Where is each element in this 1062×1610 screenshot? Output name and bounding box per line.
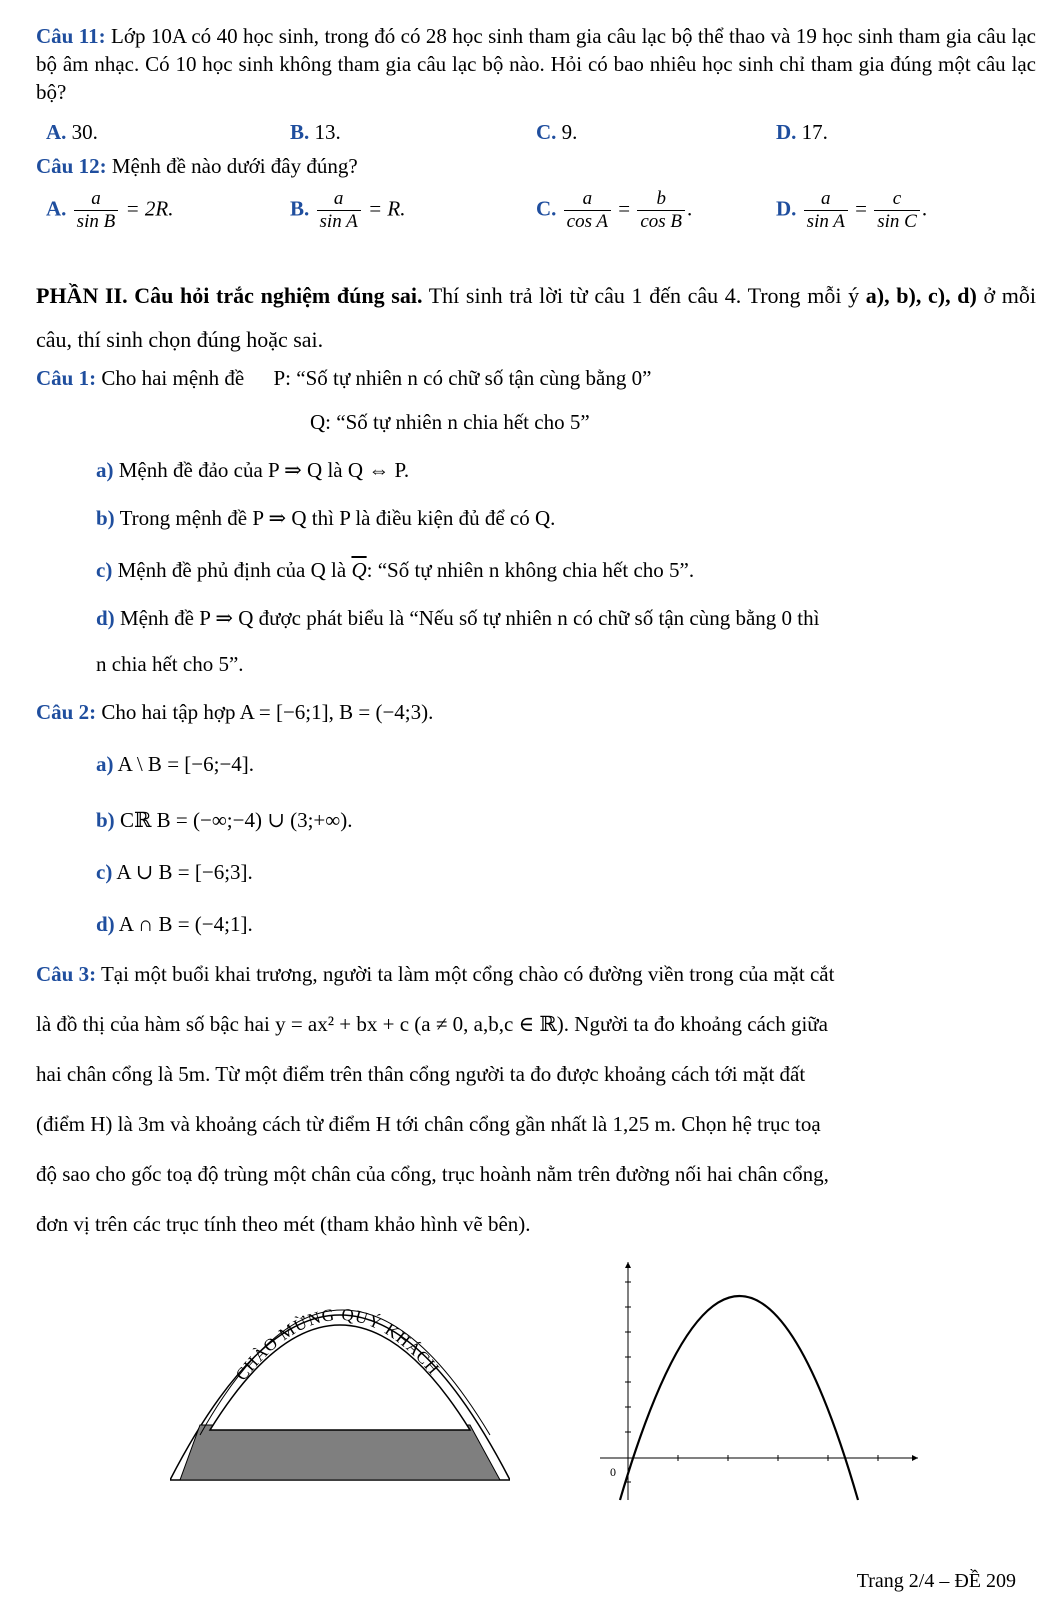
- gate-illustration: [170, 1260, 510, 1500]
- c2-item-d[interactable]: d) A ∩ B = (−4;1].: [96, 912, 253, 936]
- parabola-graph: [580, 1262, 920, 1502]
- fraction: $\frac{c}{\text{sin C}}$: [874, 188, 920, 233]
- c2-header: Câu 2: Cho hai tập hợp A = [−6;1], B = (−4;3).: [36, 700, 434, 724]
- c2-item-a[interactable]: a) A \ B = [−6;−4].: [96, 752, 255, 776]
- q-bar: $\overline{Q}$: [351, 558, 367, 582]
- part-2-instructions: PHẦN II. Câu hỏi trắc nghiệm đúng sai. Thí sinh trả lời từ câu 1 đến câu 4. Trong mỗi ý a), b), c), d) ở mỗi câu, thí sinh chọn đúng hoặc sai.: [36, 283, 1036, 352]
- c2-item-c[interactable]: c) A ∪ B = [−6;3].: [96, 860, 253, 884]
- c3-line-2: hai chân cổng là 5m. Từ một điểm trên thân cổng người ta đo được khoảng cách tới mặt đất: [36, 1062, 806, 1086]
- c3-line-3: (điểm H) là 3m và khoảng cách từ điểm H tới chân cổng gần nhất là 1,25 m. Chọn hệ trục toạ: [36, 1112, 821, 1136]
- fraction: $\frac{a}{\text{cos A}}$: [564, 188, 611, 233]
- parabola-curve: [620, 1296, 858, 1500]
- origin-label: 0: [610, 1465, 616, 1479]
- option-c[interactable]: C. $\frac{a}{\text{cos A}}$ = $\frac{b}{\text{cos B}}$ .: [536, 188, 693, 232]
- c2-item-b[interactable]: b) Cℝ B = (−∞;−4) ∪ (3;+∞).: [96, 808, 353, 832]
- c3-label: Câu 3:: [36, 962, 97, 986]
- page-footer: Trang 2/4 – ĐỀ 209: [856, 1570, 1016, 1592]
- c1-item-b[interactable]: b) Trong mệnh đề P ⇒ Q thì P là điều kiện đủ để có Q.: [96, 506, 556, 530]
- c1-item-c[interactable]: c) Mệnh đề phủ định của Q là $\overline{Q}$: “Số tự nhiên n không chia hết cho 5”.: [96, 558, 695, 582]
- c3-line-1: là đồ thị của hàm số bậc hai y = ax² + bx + c (a ≠ 0, a,b,c ∈ ℝ). Người ta đo khoảng cách giữa: [36, 1012, 828, 1036]
- fraction: $\frac{a}{\text{sin B}}$: [74, 188, 119, 233]
- option-a[interactable]: A. $\frac{a}{\text{sin B}}$ = 2R.: [46, 188, 174, 232]
- option-b[interactable]: B. $\frac{a}{\text{sin A}}$ = R.: [290, 188, 406, 232]
- fraction: $\frac{b}{\text{cos B}}$: [637, 188, 685, 233]
- c1-item-d[interactable]: d) Mệnh đề P ⇒ Q được phát biểu là “Nếu số tự nhiên n có chữ số tận cùng bằng 0 thì: [96, 606, 820, 630]
- option-a[interactable]: A. 30.: [46, 120, 98, 144]
- c1-label: Câu 1:: [36, 366, 97, 390]
- y-axis-arrow: [625, 1262, 631, 1268]
- proposition-q: Q: “Số tự nhiên n chia hết cho 5”: [310, 410, 590, 434]
- gate-welcome-text: CHÀO MỪNG QUÝ KHÁCH: [231, 1304, 444, 1385]
- c3-line-0: Câu 3: Tại một buổi khai trương, người ta làm một cổng chào có đường viền trong của mặt cắt: [36, 962, 835, 986]
- c3-line-5: đơn vị trên các trục tính theo mét (tham khảo hình vẽ bên).: [36, 1212, 531, 1236]
- question-11: [36, 22, 1036, 106]
- question-11-options: [46, 120, 1046, 148]
- question-12-text: Mệnh đề nào dưới đây đúng?: [111, 154, 358, 178]
- c1-header: Câu 1: Cho hai mệnh đề P: “Số tự nhiên n có chữ số tận cùng bằng 0”: [36, 366, 652, 390]
- question-12: [36, 152, 1036, 180]
- x-axis-arrow: [912, 1455, 918, 1461]
- proposition-p: P: “Số tự nhiên n có chữ số tận cùng bằng 0”: [273, 366, 652, 390]
- question-12-options: [46, 188, 1046, 244]
- c3-line-4: độ sao cho gốc toạ độ trùng một chân của cổng, trục hoành nằm trên đường nối hai chân cổng,: [36, 1162, 829, 1186]
- question-12-label: Câu 12:: [36, 154, 107, 178]
- c1-item-d-line2: n chia hết cho 5”.: [96, 652, 244, 676]
- question-11-label: Câu 11:: [36, 24, 106, 48]
- option-d[interactable]: D. $\frac{a}{\text{sin A}}$ = $\frac{c}{\text{sin C}}$ .: [776, 188, 928, 232]
- option-c[interactable]: C. 9.: [536, 120, 578, 144]
- fraction: $\frac{a}{\text{sin A}}$: [317, 188, 361, 233]
- c2-label: Câu 2:: [36, 700, 97, 724]
- option-d[interactable]: D. 17.: [776, 120, 828, 144]
- question-11-text: Lớp 10A có 40 học sinh, trong đó có 28 học sinh tham gia câu lạc bộ thể thao và 19 học sinh tham gia câu lạc bộ âm nhạc. Có 10 học sinh không tham gia câu lạc bộ nào. Hỏi có bao nhiêu học sinh chỉ tham gia đúng một câu lạc bộ?: [36, 24, 1036, 104]
- fraction: $\frac{a}{\text{sin A}}$: [804, 188, 848, 233]
- option-b[interactable]: B. 13.: [290, 120, 341, 144]
- c1-item-a[interactable]: a) Mệnh đề đảo của P ⇒ Q là Q ⇔ P.: [96, 458, 410, 482]
- part-2-title: PHẦN II. Câu hỏi trắc nghiệm đúng sai.: [36, 283, 423, 308]
- gate-base: [180, 1425, 500, 1480]
